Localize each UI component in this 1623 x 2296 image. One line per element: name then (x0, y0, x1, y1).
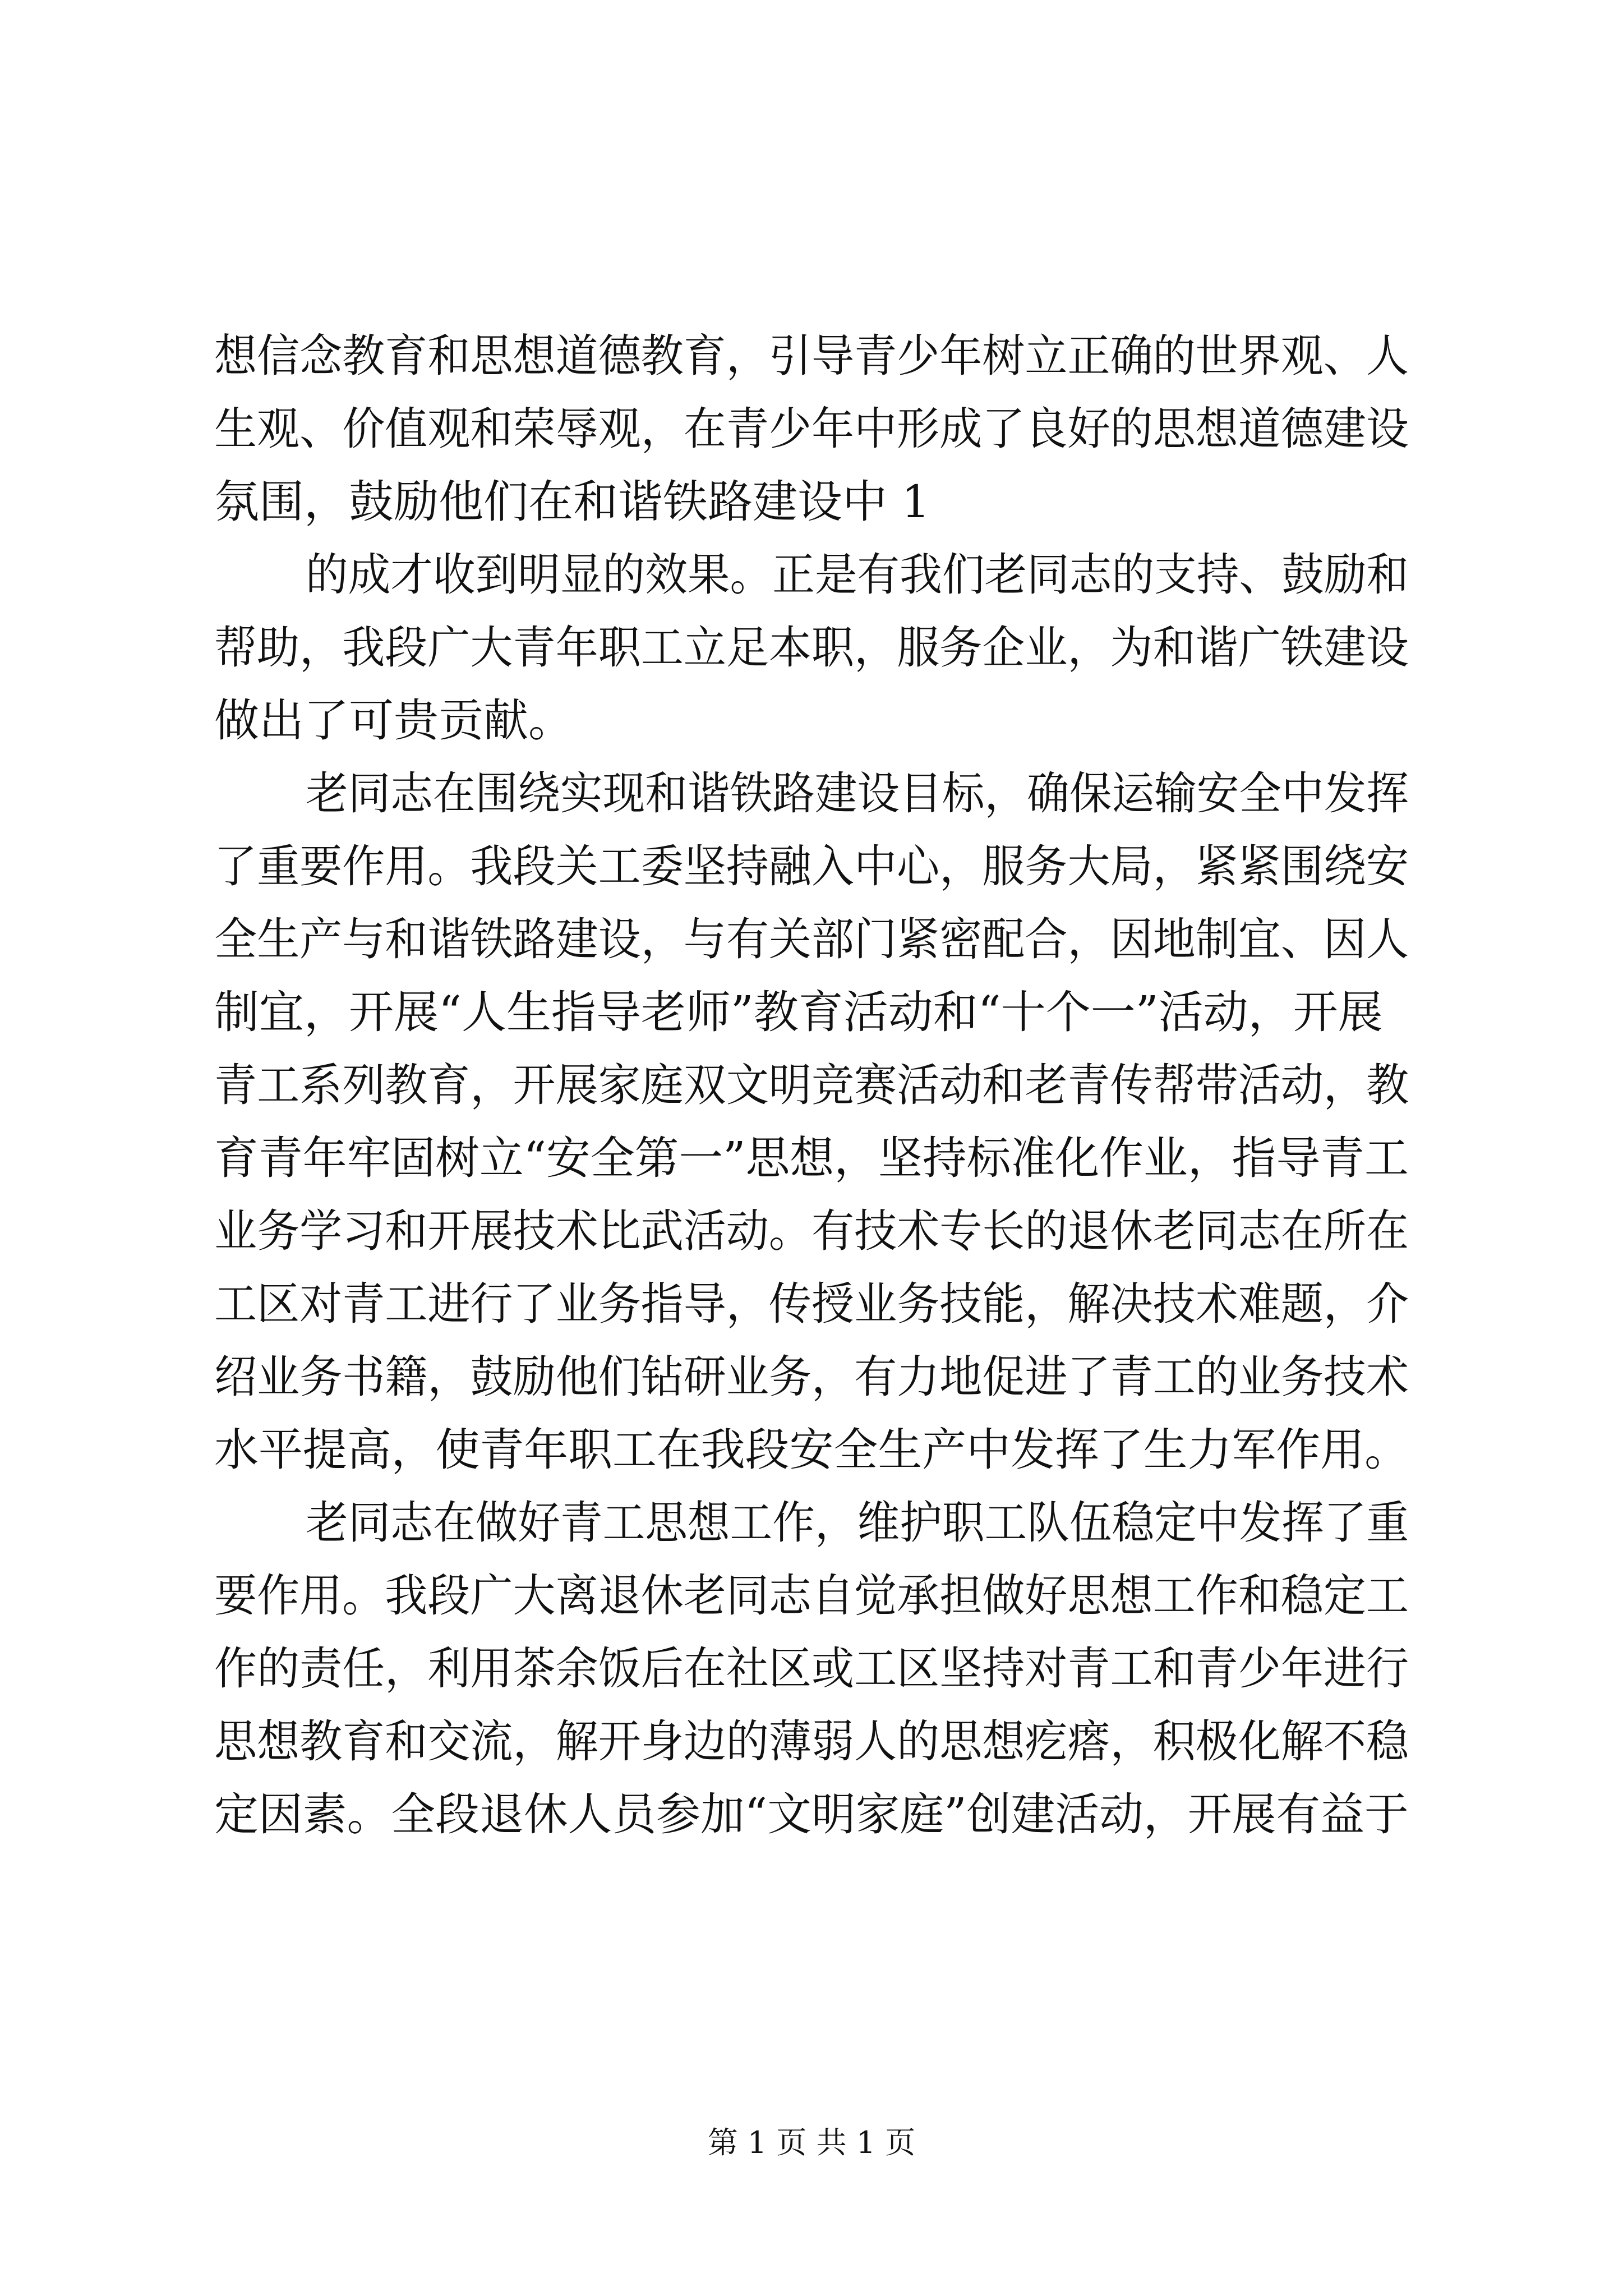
text-line (0, 682, 1623, 760)
text-line (0, 609, 1623, 687)
line-text: 要作用。我段广大离退休老同志自觉承担做好思想工作和稳定工 (214, 1570, 1409, 1622)
line-text: 定因素。全段退休人员参加“文明家庭”创建活动，开展有益于 (214, 1788, 1409, 1841)
text-line (0, 1265, 1623, 1343)
line-text: 老同志在围绕实现和谐铁路建设目标，确保运输安全中发挥 (306, 767, 1409, 820)
line-text: 老同志在做好青工思想工作，维护职工队伍稳定中发挥了重 (306, 1497, 1409, 1549)
line-text: 作的责任，利用茶余饭后在社区或工区坚持对青工和青少年进行 (214, 1642, 1409, 1695)
line-text: 工区对青工进行了业务指导，传授业务技能，解决技术难题，介 (214, 1278, 1409, 1330)
line-text: 做出了可贵贡献。 (214, 694, 573, 747)
text-line (0, 317, 1623, 395)
text-line (0, 900, 1623, 979)
text-line (0, 1046, 1623, 1125)
text-line (0, 1119, 1623, 1198)
text-line (0, 1192, 1623, 1271)
text-line (0, 1484, 1623, 1562)
line-text: 了重要作用。我段关工委坚持融入中心，服务大局，紧紧围绕安 (214, 840, 1409, 892)
line-text: 想信念教育和思想道德教育，引导青少年树立正确的世界观、人 (214, 330, 1409, 382)
line-text: 制宜，开展“人生指导老师”教育活动和“十个一”活动，开展 (214, 986, 1383, 1038)
line-text: 氛围，鼓励他们在和谐铁路建设中 1 (214, 476, 930, 528)
text-line (0, 1557, 1623, 1635)
line-text: 绍业务书籍，鼓励他们钻研业务，有力地促进了青工的业务技术 (214, 1351, 1409, 1403)
text-line (0, 1338, 1623, 1416)
page-number-footer: 第 1 页 共 1 页 (707, 2125, 916, 2160)
text-line (0, 754, 1623, 833)
text-line (0, 827, 1623, 906)
line-text: 全生产与和谐铁路建设，与有关部门紧密配合，因地制宜、因人 (214, 913, 1409, 965)
text-line (0, 973, 1623, 1052)
line-text: 生观、价值观和荣辱观，在青少年中形成了良好的思想道德建设 (214, 403, 1409, 455)
text-line (0, 1630, 1623, 1708)
line-text: 青工系列教育，开展家庭双文明竞赛活动和老青传帮带活动，教 (214, 1059, 1409, 1111)
text-line (0, 1775, 1623, 1854)
line-text: 帮助，我段广大青年职工立足本职，服务企业，为和谐广铁建设 (214, 622, 1409, 674)
text-line (0, 1411, 1623, 1489)
text-line (0, 1703, 1623, 1781)
line-text: 育青年牢固树立“安全第一”思想，坚持标准化作业，指导青工 (214, 1132, 1409, 1184)
text-line (0, 536, 1623, 614)
text-line (0, 390, 1623, 468)
text-line (0, 463, 1623, 541)
line-text: 水平提高，使青年职工在我段安全生产中发挥了生力军作用。 (214, 1424, 1409, 1476)
line-text: 业务学习和开展技术比武活动。有技术专长的退休老同志在所在 (214, 1205, 1409, 1257)
line-text: 的成才收到明显的效果。正是有我们老同志的支持、鼓励和 (306, 549, 1409, 601)
line-text: 思想教育和交流，解开身边的薄弱人的思想疙瘩，积极化解不稳 (214, 1715, 1409, 1768)
